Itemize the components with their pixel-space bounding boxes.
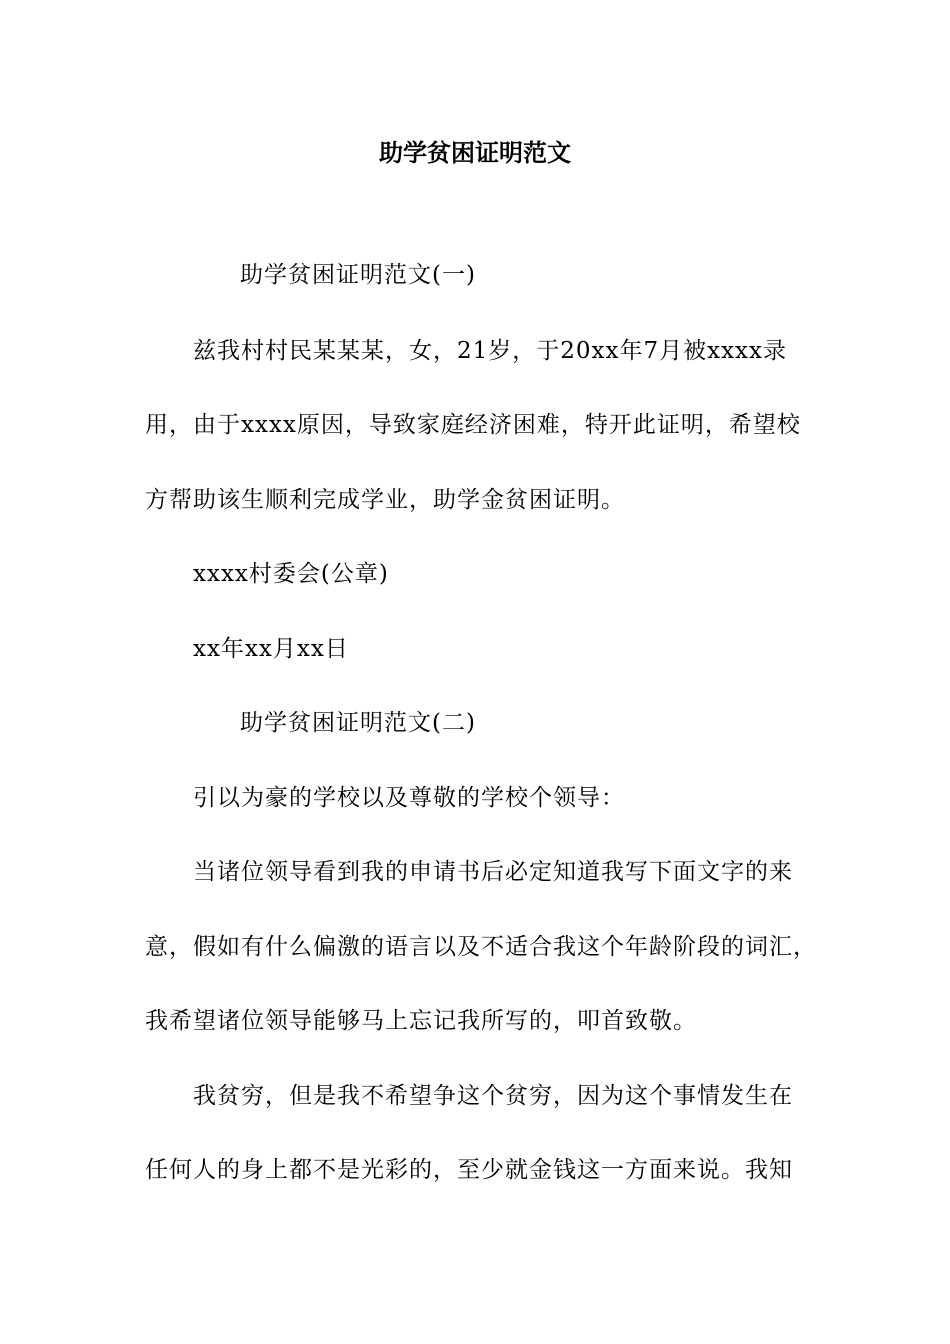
paragraph-line: 方帮助该生顺利完成学业，助学金贫困证明。 [145, 487, 625, 513]
paragraph-line: 当诸位领导看到我的申请书后必定知道我写下面文字的来 [193, 859, 793, 885]
document-title: 助学贫困证明范文 [379, 139, 571, 167]
date-line: xx年xx月xx日 [193, 636, 349, 662]
paragraph-line: 意，假如有什么偏激的语言以及不适合我这个年龄阶段的词汇， [145, 934, 817, 960]
paragraph-line: 兹我村村民某某某，女，21岁，于20xx年7月被xxxx录 [193, 338, 787, 364]
paragraph-line: 我希望诸位领导能够马上忘记我所写的，叩首致敬。 [145, 1008, 697, 1034]
salutation-line: 引以为豪的学校以及尊敬的学校个领导： [193, 785, 625, 811]
section-heading-2: 助学贫困证明范文(二) [240, 710, 476, 736]
section-heading-1: 助学贫困证明范文(一) [240, 262, 476, 288]
paragraph-line: 用，由于xxxx原因，导致家庭经济困难，特开此证明，希望校 [145, 412, 801, 438]
signature-line: xxxx村委会(公章) [193, 561, 389, 587]
paragraph-line: 我贫穷，但是我不希望争这个贫穷，因为这个事情发生在 [193, 1083, 793, 1109]
paragraph-line: 任何人的身上都不是光彩的，至少就金钱这一方面来说。我知 [145, 1157, 793, 1183]
